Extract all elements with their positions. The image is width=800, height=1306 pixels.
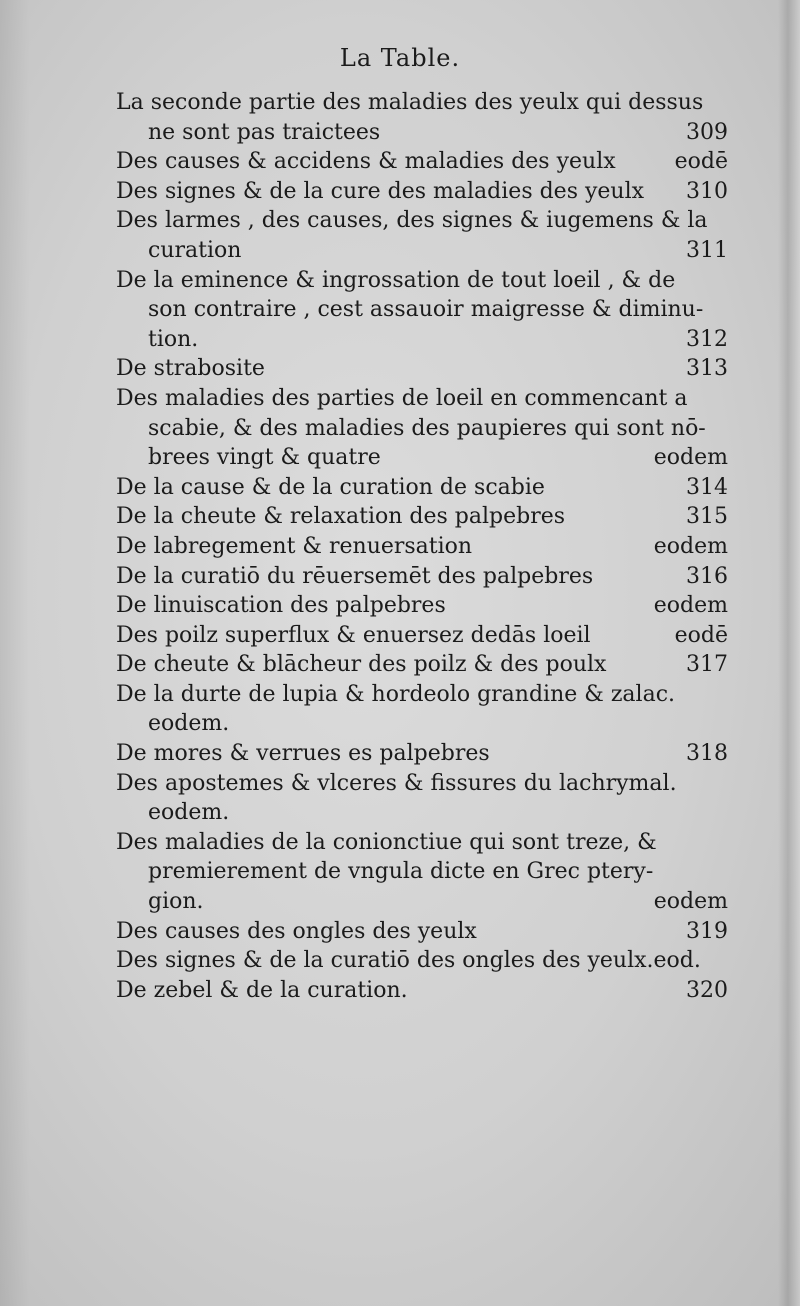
toc-entry-line <box>116 828 728 858</box>
entry-text: curation <box>148 237 242 263</box>
entry-text: De strabosite <box>116 356 265 382</box>
page-number: eodem <box>653 533 728 559</box>
entry-text: De zebel & de la curation. <box>116 977 408 1003</box>
entry-text: Des poilz superflux & enuersez dedās loeil <box>116 622 591 648</box>
page-number: 319 <box>686 918 728 944</box>
toc-entry <box>116 739 728 769</box>
toc-entry <box>116 354 728 384</box>
toc-entry-line <box>116 650 728 680</box>
entry-text: Des causes des ongles des yeulx <box>116 918 477 944</box>
page-number: 318 <box>686 741 728 767</box>
toc-entry-line <box>116 414 728 444</box>
toc-entry-line <box>116 562 728 592</box>
toc-entry-line <box>116 206 728 236</box>
toc-entry-line <box>116 739 728 769</box>
entry-text: De cheute & blācheur des poilz & des poulx <box>116 652 607 678</box>
entry-text: premierement de vngula dicte en Grec ptery- <box>148 859 654 885</box>
entry-text: brees vingt & quatre <box>148 445 381 471</box>
page-number: 311 <box>686 237 728 263</box>
running-head: La Table. <box>339 44 461 72</box>
toc-entry-line <box>116 709 728 739</box>
entry-text: Des maladies de la conionctiue qui sont treze, & <box>116 829 657 855</box>
entry-text: De la cause & de la curation de scabie <box>116 474 545 500</box>
page-number: eodem <box>653 445 728 471</box>
toc-entry-line <box>116 295 728 325</box>
page-number: eodē <box>674 622 728 648</box>
entry-text: De la curatiō du rēuersemēt des palpebres <box>116 563 594 589</box>
toc-entry-line <box>116 502 728 532</box>
toc-entry <box>116 88 728 147</box>
toc-entry-line <box>116 354 728 384</box>
entry-text: Des maladies des parties de loeil en commencant a <box>116 385 688 411</box>
page-edge-shadow <box>778 0 800 1306</box>
entry-text: De la durte de lupia & hordeolo grandine & zalac. <box>116 681 676 707</box>
toc-entry-line <box>116 857 728 887</box>
toc-entry-line <box>116 917 728 947</box>
entry-text: Des signes & de la cure des maladies des yeulx <box>116 178 645 204</box>
toc-entry <box>116 650 728 680</box>
toc-entry-line <box>116 680 728 710</box>
page-number: eodem <box>653 889 728 915</box>
page-number: 310 <box>686 178 728 204</box>
page-number: 316 <box>686 563 728 589</box>
toc-entry-line <box>116 443 728 473</box>
toc-entry <box>116 532 728 562</box>
page-number: 314 <box>686 474 728 500</box>
toc-entry <box>116 502 728 532</box>
toc-entry <box>116 147 728 177</box>
toc-entry-line <box>116 887 728 917</box>
toc-entry <box>116 621 728 651</box>
page-number: eodem <box>653 593 728 619</box>
toc-entry <box>116 976 728 1006</box>
entry-text: Des causes & accidens & maladies des yeulx <box>116 149 616 175</box>
toc-entry <box>116 946 728 976</box>
entry-text: Des signes & de la curatiō des ongles des yeulx.eod. <box>116 948 701 974</box>
toc-entry-line <box>116 798 728 828</box>
toc-entry <box>116 266 728 355</box>
page-number: 313 <box>686 356 728 382</box>
toc-entry-line <box>116 384 728 414</box>
entry-text: De mores & verrues es palpebres <box>116 741 490 767</box>
entry-text: gion. <box>148 889 204 915</box>
page-number: eodē <box>674 149 728 175</box>
entry-text: eodem. <box>148 800 230 826</box>
entry-text: De la eminence & ingrossation de tout loeil , & de <box>116 267 676 293</box>
toc-entry-line <box>116 88 728 118</box>
toc-entry <box>116 473 728 503</box>
entry-text: scabie, & des maladies des paupieres qui sont nō- <box>148 415 706 441</box>
toc-entry-line <box>116 147 728 177</box>
entry-text: De labregement & renuersation <box>116 533 473 559</box>
toc-entry-line <box>116 236 728 266</box>
page-number: 317 <box>686 652 728 678</box>
page-number: 312 <box>686 326 728 352</box>
toc-entry-line <box>116 473 728 503</box>
entry-text: eodem. <box>148 711 230 737</box>
toc-entry <box>116 769 728 828</box>
toc-entry-line <box>116 591 728 621</box>
toc-entry-line <box>116 976 728 1006</box>
entry-text: Des apostemes & vlceres & fissures du lachrymal. <box>116 770 677 796</box>
entry-text: De linuiscation des palpebres <box>116 593 446 619</box>
entry-text: Des larmes , des causes, des signes & iugemens & la <box>116 208 708 234</box>
page-number: 309 <box>686 119 728 145</box>
toc-entry-line <box>116 769 728 799</box>
entry-text: tion. <box>148 326 199 352</box>
toc-entry <box>116 680 728 739</box>
toc-entry <box>116 917 728 947</box>
toc-entry-line <box>116 621 728 651</box>
toc-entry-line <box>116 946 728 976</box>
toc-entry <box>116 177 728 207</box>
page-number: 320 <box>686 977 728 1003</box>
toc-entry <box>116 206 728 265</box>
toc-entry-line <box>116 532 728 562</box>
toc-entry <box>116 828 728 917</box>
toc-entry-line <box>116 177 728 207</box>
toc-entry <box>116 562 728 592</box>
toc-entry-line <box>116 266 728 296</box>
page-gutter-shadow <box>0 0 30 1306</box>
entry-text: De la cheute & relaxation des palpebres <box>116 504 566 530</box>
toc-entry-line <box>116 325 728 355</box>
toc-entry-line <box>116 118 728 148</box>
entry-text: son contraire , cest assauoir maigresse & diminu- <box>148 297 704 323</box>
toc-entry <box>116 384 728 473</box>
toc-entry <box>116 591 728 621</box>
table-of-contents <box>116 88 728 1005</box>
page-number: 315 <box>686 504 728 530</box>
entry-text: La seconde partie des maladies des yeulx qui dessus <box>116 90 704 115</box>
entry-text: ne sont pas traictees <box>148 119 381 145</box>
